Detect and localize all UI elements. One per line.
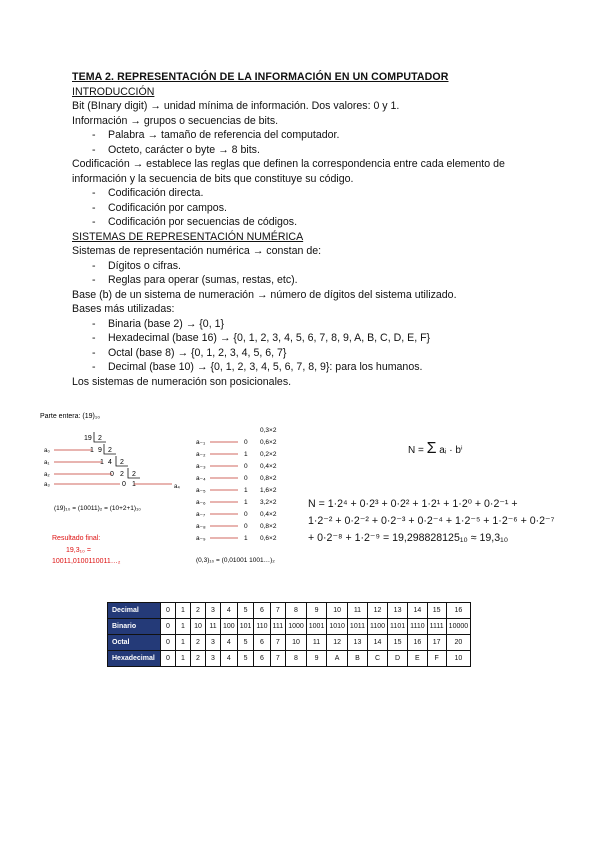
frac-bit: 0 [244, 523, 248, 530]
resultado-value-1: 19,3₁₀ = [66, 547, 91, 554]
frac-product: 0,2×2 [260, 451, 277, 458]
table-cell: 6 [254, 635, 270, 651]
table-cell: 8 [286, 651, 307, 667]
frac-index: a₋₃ [196, 463, 206, 470]
table-cell: 3 [206, 603, 221, 619]
table-row [108, 651, 471, 667]
table-cell: 100 [221, 619, 238, 635]
sum-formula [408, 440, 463, 458]
div-number: 1 [100, 459, 104, 466]
table-cell: 7 [270, 603, 286, 619]
bit-definition: Bit (BInary digit) → unidad mínima de información. Dos valores: 0 y 1. [72, 100, 400, 112]
frac-index: a₋₈ [196, 523, 206, 530]
table-cell: 110 [254, 619, 270, 635]
frac-index: a₋₇ [196, 511, 206, 518]
red-arrows [54, 450, 172, 484]
list-item: - Dígitos o cifras. [92, 259, 542, 274]
table-cell: D [388, 651, 408, 667]
frac-top: 0,3×2 [260, 427, 277, 434]
table-cell: 1 [176, 635, 191, 651]
table-cell: 4 [221, 651, 238, 667]
frac-bit: 0 [244, 463, 248, 470]
formula-line-3: + 0·2⁻⁸ + 1·2⁻⁹ = 19,298828125₁₀ ≈ 19,3₁₀ [308, 532, 509, 544]
frac-index: a₋₁ [196, 439, 206, 446]
formula-line-1: N = 1·2⁴ + 0·2³ + 0·2² + 1·2¹ + 1·2⁰ + 0·2⁻¹ + [308, 498, 518, 510]
codificacion-list [72, 186, 542, 230]
frac-product: 0,6×2 [260, 535, 277, 542]
table-cell: 1110 [408, 619, 428, 635]
row-header: Hexadecimal [108, 651, 161, 667]
systems-list [72, 259, 542, 288]
div-number: 9 [98, 447, 102, 454]
table-cell: 1001 [306, 619, 327, 635]
table-cell: 1 [176, 603, 191, 619]
resultado-label: Resultado final: [52, 535, 101, 542]
table-cell: 16 [408, 635, 428, 651]
frac-result: (0,3)₁₀ = (0,01001 1001…)₂ [196, 557, 275, 564]
intro-list [72, 128, 542, 157]
frac-product: 0,4×2 [260, 463, 277, 470]
row-header: Binario [108, 619, 161, 635]
entera-result: (19)₁₀ = (10011)₂ = (10+2+1)₁₀ [54, 505, 141, 512]
division-figure [36, 408, 196, 583]
table-cell: E [408, 651, 428, 667]
table-cell: 11 [347, 603, 367, 619]
frac-index: a₋₂ [196, 451, 206, 458]
list-item: - Codificación por campos. [92, 201, 542, 216]
list-item: - Decimal (base 10) → {0, 1, 2, 3, 4, 5, 6, 7, 8, 9}: para los humanos. [92, 360, 542, 375]
frac-rows [196, 439, 277, 542]
table-cell: 10 [286, 635, 307, 651]
table-cell: 4 [221, 603, 238, 619]
frac-product: 0,8×2 [260, 523, 277, 530]
table-cell: 1 [176, 651, 191, 667]
list-item: - Hexadecimal (base 16) → {0, 1, 2, 3, 4, 5, 6, 7, 8, 9, A, B, C, D, E, F} [92, 331, 542, 346]
table-cell: 12 [327, 635, 348, 651]
list-item: - Palabra → tamaño de referencia del computador. [92, 128, 542, 143]
table-cell: 20 [446, 635, 470, 651]
posicionales-note: Los sistemas de numeración son posicionales. [72, 375, 292, 388]
sum-left: N = [408, 445, 424, 456]
table-cell: 16 [446, 603, 470, 619]
codificacion-definition: Codificación → establece las reglas que definen la correspondencia entre cada elemento de información y la secuencia de bits que constituye su código. [72, 158, 505, 185]
div-number: 0 [110, 471, 114, 478]
list-item: - Binaria (base 2) → {0, 1} [92, 317, 542, 332]
table-cell: 7 [270, 635, 286, 651]
table-cell: 14 [408, 603, 428, 619]
frac-index: a₋₅ [196, 487, 206, 494]
list-item: - Codificación directa. [92, 186, 542, 201]
table-cell: 2 [191, 635, 206, 651]
systems-heading: SISTEMAS DE REPRESENTACIÓN NUMÉRICA [72, 230, 304, 243]
row-header: Decimal [108, 603, 161, 619]
frac-bit: 1 [244, 535, 248, 542]
table-cell: 13 [388, 603, 408, 619]
table-cell: 4 [221, 635, 238, 651]
intro-heading: INTRODUCCIÓN [72, 85, 155, 98]
page-title: TEMA 2. REPRESENTACIÓN DE LA INFORMACIÓN EN UN COMPUTADOR [72, 71, 449, 83]
table-cell: 15 [427, 603, 446, 619]
entera-label: Parte entera: (19)₁₀ [40, 413, 101, 420]
informacion-definition: Información → grupos o secuencias de bits. [72, 114, 279, 127]
table-cell: 10000 [446, 619, 470, 635]
frac-bit: 0 [244, 439, 248, 446]
table-cell: 14 [367, 635, 387, 651]
table-cell: 2 [191, 603, 206, 619]
table-cell: 9 [306, 603, 327, 619]
div-number: 1 [90, 447, 94, 454]
table-row [108, 635, 471, 651]
table-cell: 1 [176, 619, 191, 635]
sigma-icon: Σ [426, 440, 437, 457]
div-number: 2 [120, 459, 124, 466]
frac-bit: 0 [244, 511, 248, 518]
table-cell: 101 [237, 619, 254, 635]
table-cell: 11 [206, 619, 221, 635]
div-number: 0 [122, 481, 126, 488]
div-number: 4 [108, 459, 112, 466]
table-cell: C [367, 651, 387, 667]
table-cell: 6 [254, 651, 270, 667]
frac-product: 3,2×2 [260, 499, 277, 506]
frac-product: 0,8×2 [260, 475, 277, 482]
table-cell: 1100 [367, 619, 387, 635]
table-cell: 0 [161, 635, 176, 651]
table-cell: 8 [286, 603, 307, 619]
table-cell: 6 [254, 603, 270, 619]
frac-bit: 1 [244, 487, 248, 494]
table-cell: 3 [206, 651, 221, 667]
table-cell: 1011 [347, 619, 367, 635]
frac-index: a₋₄ [196, 475, 206, 482]
table-cell: B [347, 651, 367, 667]
frac-index: a₋₆ [196, 499, 206, 506]
table-cell: 11 [306, 635, 327, 651]
table-cell: A [327, 651, 348, 667]
systems-consta: Sistemas de representación numérica → constan de: [72, 245, 322, 257]
table-cell: 10 [327, 603, 348, 619]
table-cell: 15 [388, 635, 408, 651]
division-ladder [84, 435, 136, 488]
frac-product: 0,6×2 [260, 439, 277, 446]
table-cell: 0 [161, 651, 176, 667]
table-cell: 0 [161, 603, 176, 619]
div-number: 2 [108, 447, 112, 454]
table-cell: 1000 [286, 619, 307, 635]
table-cell: 111 [270, 619, 286, 635]
bases-list [72, 317, 542, 375]
table-cell: 5 [237, 651, 254, 667]
table-row [108, 619, 471, 635]
table-cell: F [427, 651, 446, 667]
list-item: - Reglas para operar (sumas, restas, etc). [92, 273, 542, 288]
frac-bit: 1 [244, 451, 248, 458]
div-number: 1 [132, 481, 136, 488]
resultado-value-2: 10011,0100110011…₂ [52, 558, 121, 565]
table-cell: 7 [270, 651, 286, 667]
document-body [72, 70, 542, 389]
frac-index: a₋₉ [196, 535, 206, 542]
table-cell: 17 [427, 635, 446, 651]
frac-product: 1,6×2 [260, 487, 277, 494]
table-cell: 3 [206, 635, 221, 651]
formula-line-2: 1·2⁻² + 0·2⁻² + 0·2⁻³ + 0·2⁻⁴ + 1·2⁻⁵ + 1·2⁻⁶ + 0·2⁻⁷ [308, 515, 555, 527]
list-item: - Octeto, carácter o byte → 8 bits. [92, 143, 542, 158]
row-header: Octal [108, 635, 161, 651]
table-cell: 9 [306, 651, 327, 667]
div-number: 19 [84, 435, 92, 442]
fraction-figure [194, 420, 314, 570]
table-cell: 2 [191, 651, 206, 667]
table-cell: 13 [347, 635, 367, 651]
table-cell: 1111 [427, 619, 446, 635]
list-item: - Octal (base 8) → {0, 1, 2, 3, 4, 5, 6, 7} [92, 346, 542, 361]
table-cell: 1101 [388, 619, 408, 635]
frac-product: 0,4×2 [260, 511, 277, 518]
table-cell: 10 [446, 651, 470, 667]
bases-label: Bases más utilizadas: [72, 303, 175, 315]
a-label: a₃ [44, 482, 50, 488]
table-cell: 5 [237, 635, 254, 651]
frac-bit: 1 [244, 499, 248, 506]
table-cell: 5 [237, 603, 254, 619]
a-label: a₂ [44, 472, 50, 478]
table-cell: 1010 [327, 619, 348, 635]
conversion-table [107, 602, 471, 667]
list-item: - Codificación por secuencias de códigos. [92, 215, 542, 230]
a-label: a₁ [44, 460, 50, 466]
table-cell: 12 [367, 603, 387, 619]
a-label: a₀ [44, 448, 50, 454]
table-cell: 10 [191, 619, 206, 635]
frac-bit: 0 [244, 475, 248, 482]
div-number: 2 [98, 435, 102, 442]
div-number: 2 [132, 471, 136, 478]
table-row [108, 603, 471, 619]
table-cell: 0 [161, 619, 176, 635]
a-label: a₄ [174, 484, 180, 490]
base-definition: Base (b) de un sistema de numeración → número de dígitos del sistema utilizado. [72, 288, 457, 301]
div-number: 2 [120, 471, 124, 478]
sum-term: aᵢ · bⁱ [439, 445, 463, 456]
